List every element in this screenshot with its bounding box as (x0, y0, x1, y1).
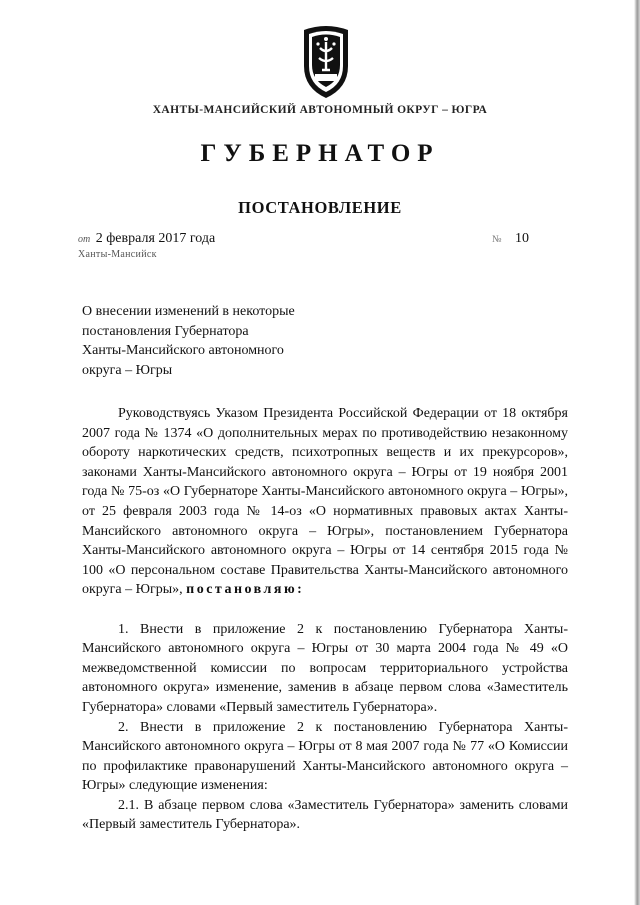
decree-number (492, 231, 529, 247)
item-paragraph: 2.1. В абзаце первом слова «Заместитель Губернатора» заменить словами «Первый заместитель Губернатора». (82, 797, 568, 833)
region-name: ХАНТЫ-МАНСИЙСКИЙ АВТОНОМНЫЙ ОКРУГ – ЮГРА (152, 104, 488, 116)
subject-line: округа – Югры (82, 362, 173, 378)
decree-subject (82, 302, 382, 380)
subject-line: Ханты-Мансийского автономного (82, 343, 284, 358)
preamble-text: Руководствуясь Указом Президента Российской Федерации от 18 октября 2007 года № 1374 «О дополнительных мерах по противодействию незаконному обороту наркотических средств, психотропных веществ и их прекурсоров», законами Ханты-Мансийского автономного округа – Югры от 19 ноября 2001 года № 75-оз «О Губернаторе Ханты-Мансийского автономного округа – Югры», от 25 февраля 2003 года № 14-оз «О нормативных правовых актах Ханты-Мансийского автономного округа – Югры», постановлением Губернатора Ханты-Мансийского автономного округа – Югры от 14 сентября 2015 года № 100 «О персональном составе Правительства Ханты-Мансийского автономного округа – Югры», (82, 406, 568, 598)
document-type: ПОСТАНОВЛЕНИЕ (238, 198, 402, 217)
resolve-word: постановляю: (186, 582, 305, 598)
authority-title: ГУБЕРНАТОР (200, 140, 440, 167)
subject-line: постановления Губернатора (82, 323, 249, 339)
number-value: 10 (515, 231, 530, 246)
item-paragraph: 2. Внести в приложение 2 к постановлению Губернатора Ханты-Мансийского автономного округа – Югры от 8 мая 2007 года № 77 «О Комиссии по профилактике правонарушений Ханты-Мансийского автономного округа – Югры» следующие изменения: (82, 719, 568, 794)
subject-line: О внесении изменений в некоторые (82, 304, 295, 319)
preamble-paragraph (82, 404, 568, 600)
number-sign: № (492, 234, 502, 245)
city-name: Ханты-Мансийск (78, 249, 157, 260)
decree-body (82, 404, 568, 835)
coat-of-arms-emblem (298, 22, 354, 100)
item-paragraph: 1. Внести в приложение 2 к постановлению Губернатора Ханты-Мансийского автономного округа – Югры от 30 марта 2004 года № 49 «О межведомственной комиссии по вопросам территориального устройства автономного округа» изменение, заменив в абзаце первом слова «Заместитель Губернатора» словами «Первый заместитель Губернатора». (82, 621, 568, 715)
decree-date (78, 231, 215, 247)
date-prefix: от (78, 234, 91, 245)
date-value: 2 февраля 2017 года (95, 231, 216, 246)
scan-edge (634, 0, 640, 905)
